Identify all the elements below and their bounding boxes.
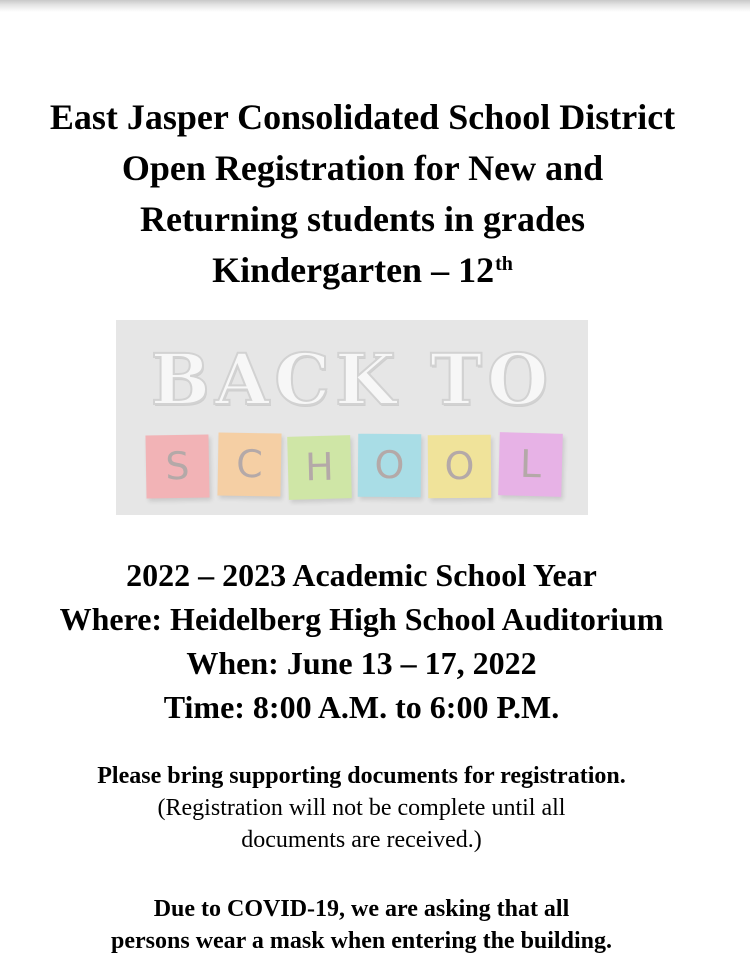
covid-notice <box>0 893 723 957</box>
school-letter-tiles <box>146 433 566 503</box>
covid-line1: Due to COVID-19, we are asking that all <box>153 896 570 922</box>
grades-text: Kindergarten – 12 <box>212 250 495 290</box>
documents-note-line1: (Registration will not be complete until all <box>157 795 566 821</box>
title-line-open-registration: Open Registration for New and <box>121 148 604 188</box>
covid-line2: persons wear a mask when entering the building. <box>111 928 612 954</box>
tile-letter: C <box>235 441 264 487</box>
letter-tile <box>145 434 209 498</box>
letter-tile <box>287 435 352 500</box>
title-line-returning-students: Returning students in grades <box>139 199 586 239</box>
tile-letter: L <box>519 441 542 487</box>
event-location: Where: Heidelberg High School Auditorium <box>59 601 664 637</box>
event-dates: When: June 13 – 17, 2022 <box>186 645 537 681</box>
academic-year: 2022 – 2023 Academic School Year <box>126 557 597 593</box>
back-to-text: BACK TO <box>150 338 554 421</box>
back-to-school-image <box>116 320 588 515</box>
letter-tile <box>358 434 422 498</box>
event-time: Time: 8:00 A.M. to 6:00 P.M. <box>163 689 560 725</box>
tile-letter: O <box>374 442 405 488</box>
documents-heading: Please bring supporting documents for registration. <box>97 763 626 789</box>
letter-tile <box>217 432 281 496</box>
top-shadow-edge <box>0 0 750 12</box>
tile-letter: S <box>165 443 190 489</box>
title-line-district: East Jasper Consolidated School District <box>49 97 676 137</box>
tile-letter: H <box>304 444 335 490</box>
letter-tile <box>428 435 492 499</box>
event-details <box>0 553 723 729</box>
tile-letter: O <box>444 443 475 489</box>
letter-tile <box>498 432 563 497</box>
title-line-grades <box>0 245 725 296</box>
documents-note-line2: documents are received.) <box>241 827 482 853</box>
flyer-title <box>0 92 725 296</box>
grades-superscript: th <box>495 253 513 275</box>
documents-notice <box>0 760 723 856</box>
